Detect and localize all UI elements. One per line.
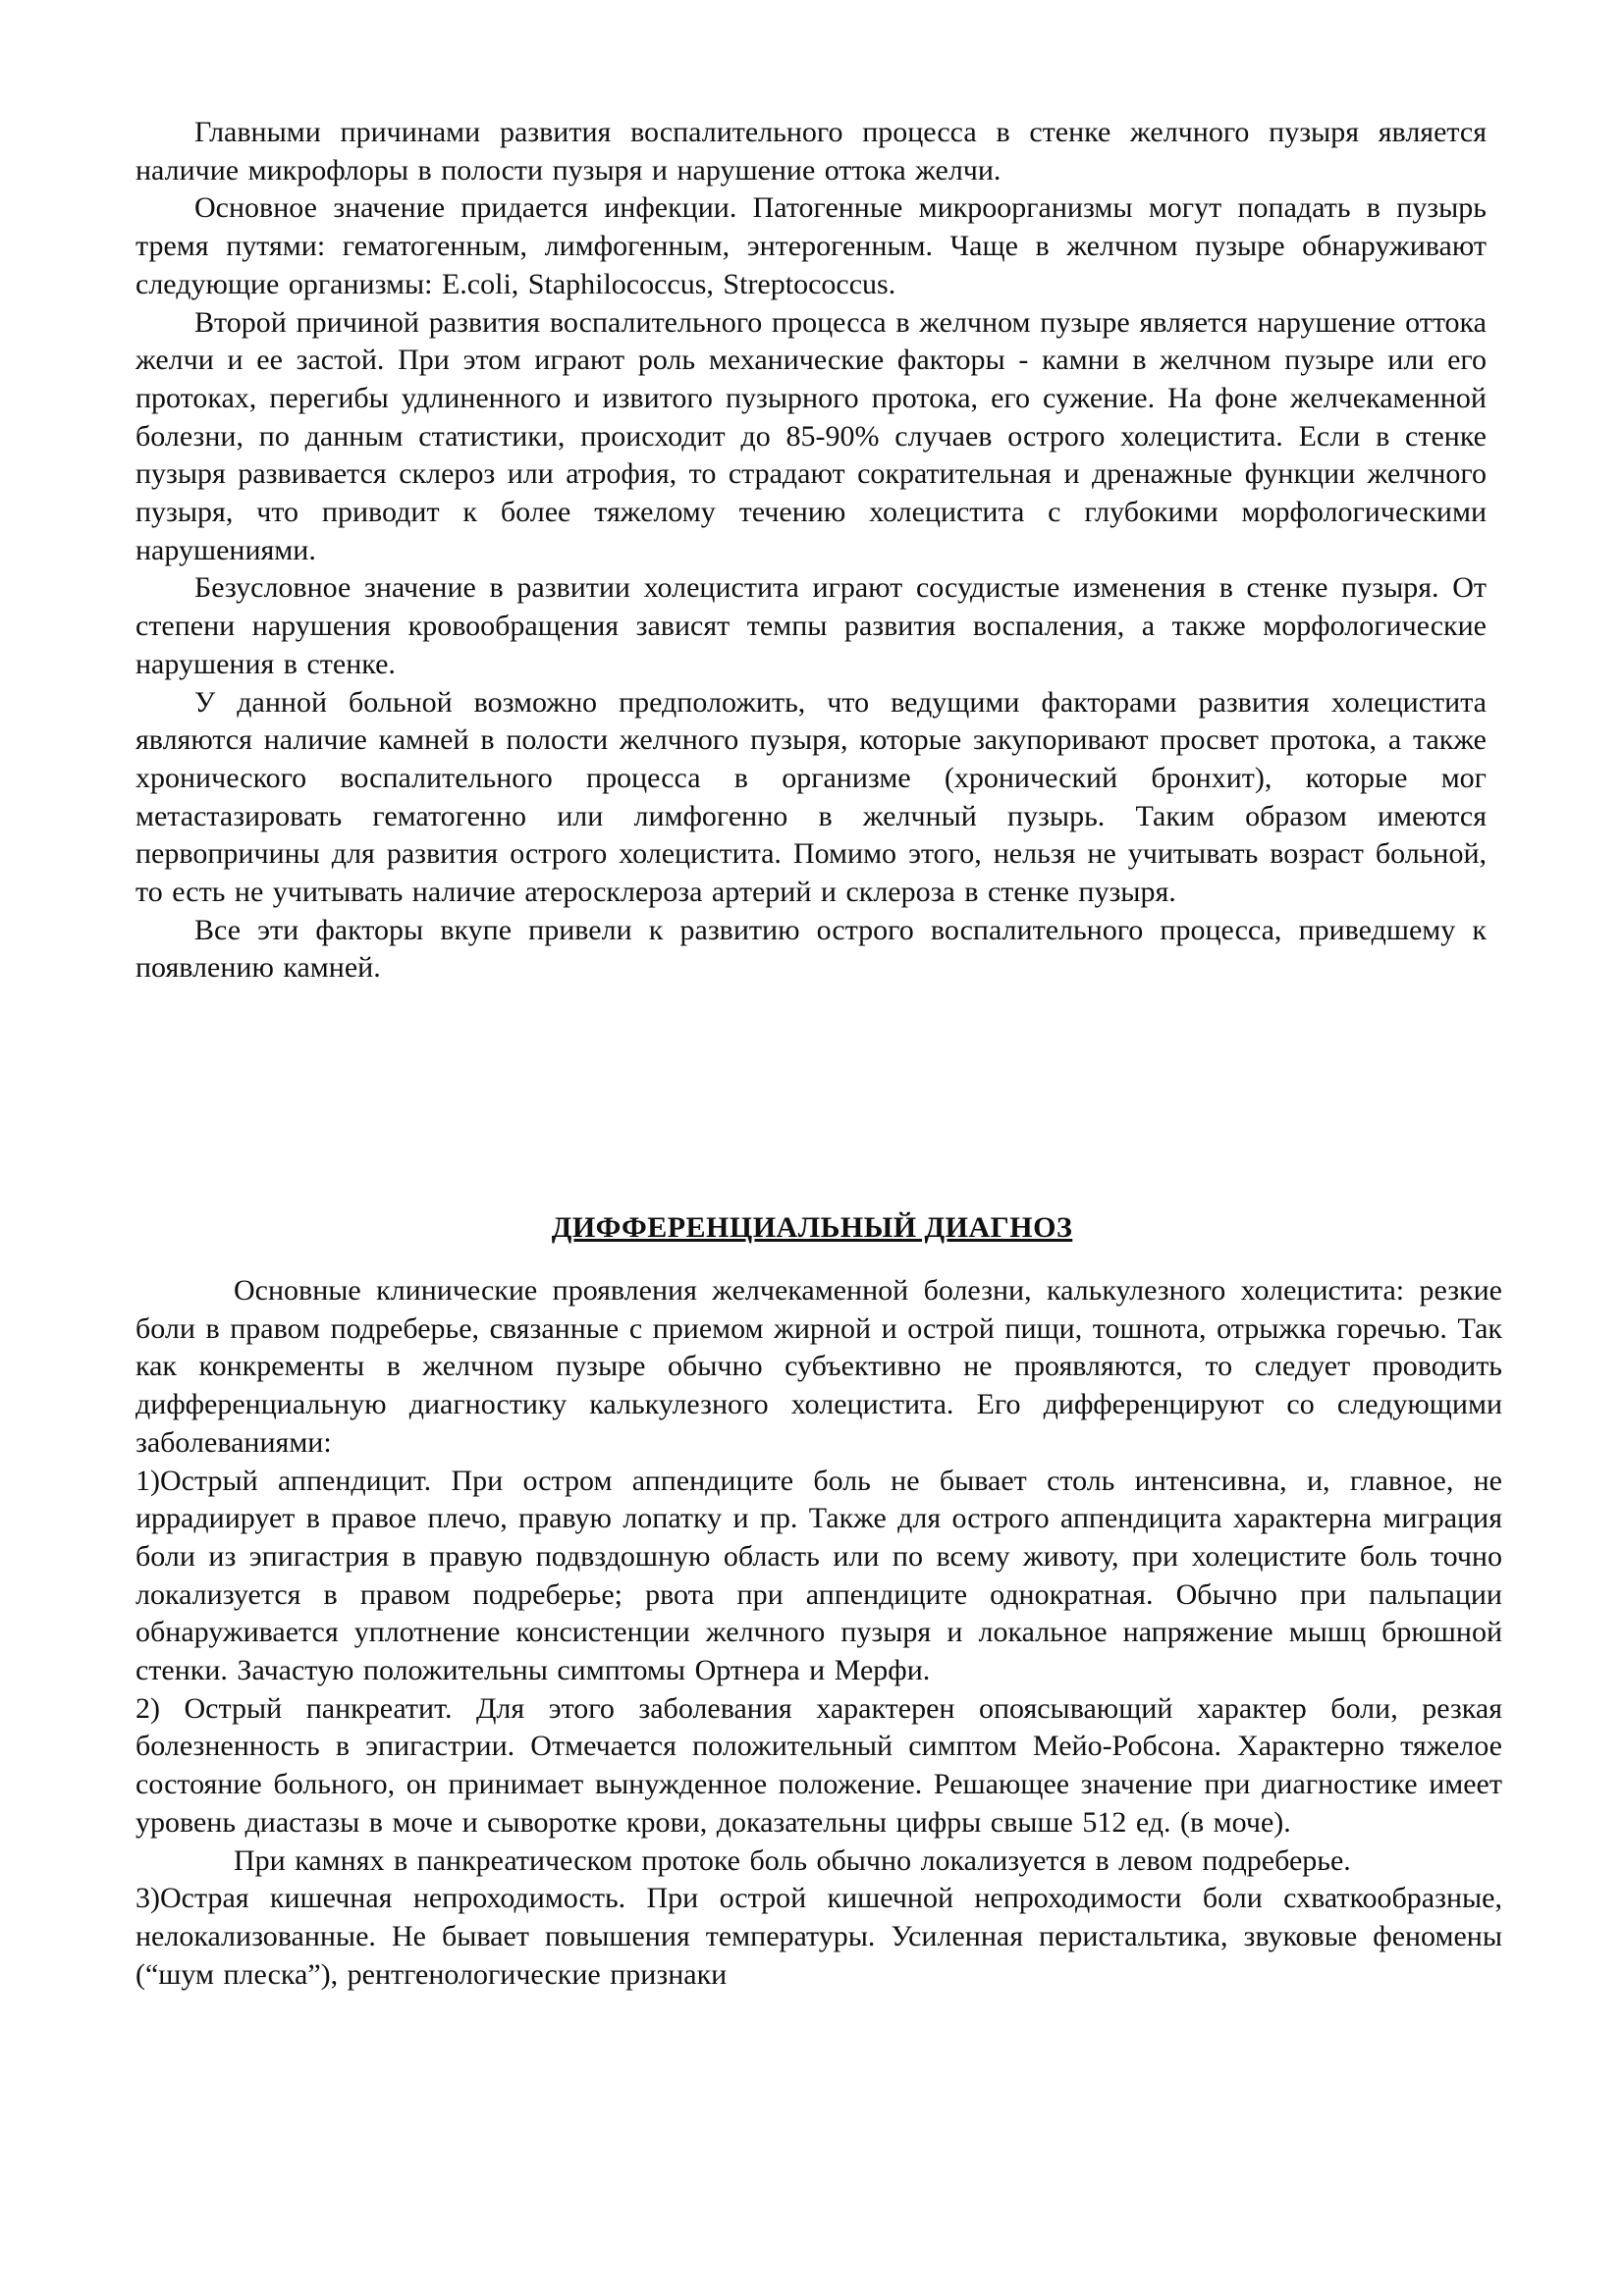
- paragraph-appendicitis: 1)Острый аппендицит. При остром аппендиците боль не бывает столь интенсивна, и, главное, не иррадиирует в правое плечо, правую лопатку и пр. Также для острого аппендицита характерна миграция боли из эпигастрия в правую подвздошную область или по всему животу, при холецистите боль точно локализуется в правом подреберье; рвота при аппендиците однократная. Обычно при пальпации обнаруживается уплотнение консистенции желчного пузыря и локальное напряжение мышц брюшной стенки. Зачастую положительны симптомы Ортнера и Мерфи.: [135, 1464, 1502, 1687]
- paragraph-conclusion: Все эти факторы вкупе привели к развитию острого воспалительного процесса, приведшему к появлению камней.: [135, 913, 1487, 985]
- section-etiology: [135, 114, 1487, 988]
- paragraph-diff-intro: Основные клинические проявления желчекаменной болезни, калькулезного холецистита: резкие боли в правом подреберье, связанные с приемом жирной и острой пищи, тошнота, отрыжка горечью. Так как конкременты в желчном пузыре обычно субъективно не проявляются, то следует проводить дифференциальную диагностику калькулезного холецистита. Его дифференцируют со следующими заболеваниями:: [135, 1274, 1502, 1459]
- paragraph-bile-outflow: Второй причиной развития воспалительного процесса в желчном пузыре является нарушение оттока желчи и ее застой. При этом играют роль механические факторы - камни в желчном пузыре или его протоках, перегибы удлиненного и извитого пузырного протока, его сужение. На фоне желчекаменной болезни, по данным статистики, происходит до 85-90% случаев острого холецистита. Если в стенке пузыря развивается склероз или атрофия, то страдают сократительная и дренажные функции желчного пузыря, что приводит к более тяжелому течению холецистита с глубокими морфологическими нарушениями.: [135, 305, 1487, 566]
- paragraph-infection: Основное значение придается инфекции. Патогенные микроорганизмы могут попадать в пузырь тремя путями: гематогенным, лимфогенным, энтерогенным. Чаще в желчном пузыре обнаруживают следующие организмы: E.coli, Staphilococcus, Streptococcus.: [135, 191, 1487, 300]
- section-differential-diagnosis: [135, 1272, 1502, 1994]
- paragraph-pancreatitis: 2) Острый панкреатит. Для этого заболевания характерен опоясывающий характер боли, резкая болезненность в эпигастрии. Отмечается положительный симптом Мейо-Робсона. Характерно тяжелое состояние больного, он принимает вынужденное положение. Решающее значение при диагностике имеет уровень диастазы в моче и сыворотке крови, доказательны цифры свыше 512 ед. (в моче).: [135, 1691, 1502, 1839]
- paragraph-intestinal-obstruction: 3)Острая кишечная непроходимость. При острой кишечной непроходимости боли схваткообразные, нелокализованные. Не бывает повышения температуры. Усиленная перистальтика, звуковые феномены (“шум плеска”), рентгенологические признаки: [135, 1882, 1502, 1991]
- section-heading-differential-diagnosis: ДИФФЕРЕНЦИАЛЬНЫЙ ДИАГНОЗ: [551, 1211, 1073, 1244]
- paragraph-patient-factors: У данной больной возможно предположить, что ведущими факторами развития холецистита являются наличие камней в полости желчного пузыря, которые закупоривают просвет протока, а также хронического воспалительного процесса в организме (хронический бронхит), которые мог метастазировать гематогенно или лимфогенно в желчный пузырь. Таким образом имеются первопричины для развития острого холецистита. Помимо этого, нельзя не учитывать возраст больной, то есть не учитывать наличие атеросклероза артерий и склероза в стенке пузыря.: [135, 685, 1487, 909]
- paragraph-main-causes: Главными причинами развития воспалительного процесса в стенке желчного пузыря является наличие микрофлоры в полости пузыря и нарушение оттока желчи.: [135, 116, 1487, 187]
- paragraph-vascular-changes: Безусловное значение в развитии холецистита играют сосудистые изменения в стенке пузыря. От степени нарушения кровообращения зависят темпы развития воспаления, а также морфологические нарушения в стенке.: [135, 571, 1487, 680]
- paragraph-pancreatic-duct-stones: При камнях в панкреатическом протоке боль обычно локализуется в левом подреберье.: [234, 1843, 1351, 1877]
